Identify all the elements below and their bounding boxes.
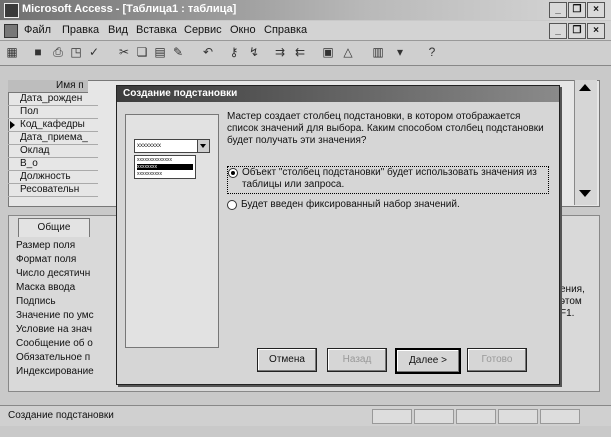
field-name: Ресовательн [20, 184, 80, 195]
status-panel [456, 409, 496, 424]
insert-row-icon[interactable]: ⇉ [274, 45, 286, 59]
wizard-description: Мастер создает столбец подстановки, в котором отображается список значений для выбора. Каким способом столбец подстановки будет получать эти значения? [227, 111, 544, 146]
toolbar [0, 41, 611, 66]
cut-icon[interactable]: ✂ [118, 45, 130, 59]
sample-list-item: xxxxxxxxxx [137, 171, 162, 177]
property-label[interactable]: Значение по умс [16, 310, 94, 321]
lookup-wizard-dialog [116, 85, 560, 385]
property-label[interactable]: Обязательное п [16, 352, 91, 363]
field-row[interactable] [8, 132, 98, 145]
property-label[interactable]: Сообщение об о [16, 338, 93, 349]
close-icon[interactable]: × [587, 2, 605, 18]
field-name-header-label: Имя п [56, 80, 84, 91]
status-bar [0, 405, 611, 426]
doc-minimize-icon[interactable]: _ [549, 23, 567, 39]
next-button[interactable]: Далее > [395, 348, 461, 374]
menu-edit[interactable]: Правка [62, 24, 100, 36]
sample-dropdown-list [134, 155, 196, 179]
format-painter-icon[interactable]: ✎ [172, 45, 184, 59]
properties-icon[interactable]: ▣ [322, 45, 334, 59]
new-object-icon[interactable]: ▾ [396, 45, 404, 59]
scroll-up-icon[interactable] [579, 84, 591, 91]
cancel-button[interactable]: Отмена [257, 348, 317, 372]
field-name: Пол [20, 106, 39, 117]
wizard-illustration [125, 114, 219, 348]
property-help-text: ения, [560, 284, 585, 295]
row-selector-arrow-icon [10, 121, 15, 129]
print-icon[interactable]: ⎙ [53, 45, 63, 59]
status-panel [498, 409, 538, 424]
property-label[interactable]: Размер поля [16, 240, 76, 251]
dialog-title: Создание подстановки [123, 88, 238, 99]
property-label[interactable]: Подпись [16, 296, 56, 307]
indexes-icon[interactable]: ↯ [248, 45, 260, 59]
build-icon[interactable]: △ [343, 45, 353, 59]
property-label[interactable]: Формат поля [16, 254, 77, 265]
field-name: Оклад [20, 145, 50, 156]
back-button[interactable]: Назад [327, 348, 387, 372]
delete-row-icon[interactable]: ⇇ [294, 45, 306, 59]
save-icon[interactable]: ■ [34, 45, 42, 59]
status-panel [372, 409, 412, 424]
field-row[interactable] [8, 145, 98, 158]
sample-combo-value: xxxxxxxx [137, 143, 161, 149]
title-bar [0, 0, 611, 20]
document-controls [549, 23, 605, 39]
status-panel [540, 409, 580, 424]
field-name: Дата_рожден [20, 93, 83, 104]
option-label: Объект "столбец подстановки" будет использовать значения из таблицы или запроса. [242, 167, 537, 190]
field-row-current[interactable] [8, 119, 98, 132]
view-icon[interactable]: ▦ [6, 45, 18, 59]
menu-help[interactable]: Справка [264, 24, 308, 36]
grid-vertical-scrollbar[interactable] [574, 80, 597, 205]
field-row[interactable] [8, 184, 98, 197]
radio-selected-icon[interactable] [228, 168, 238, 178]
primary-key-icon[interactable]: ⚷ [229, 45, 239, 59]
window-title: Microsoft Access - [Таблица1 : таблица] [22, 3, 237, 15]
spelling-icon[interactable]: ✓ [88, 45, 100, 59]
menu-bar [0, 21, 611, 41]
minimize-icon[interactable]: _ [549, 2, 567, 18]
sample-combo-box [134, 139, 210, 153]
field-row[interactable] [8, 93, 98, 106]
finish-button[interactable]: Готово [467, 348, 527, 372]
sample-list-item: xxxxxxxxxxxxxx [137, 157, 172, 163]
status-text: Создание подстановки [8, 410, 114, 421]
status-panel [414, 409, 454, 424]
access-app-icon[interactable] [4, 3, 19, 18]
field-name: Код_кафедры [20, 119, 85, 130]
option-fixed-values[interactable] [227, 199, 547, 213]
scroll-down-icon[interactable] [579, 190, 591, 197]
property-help-text: этом [560, 296, 582, 307]
field-name: Дата_приема_ [20, 132, 88, 143]
field-name: В_о [20, 158, 38, 169]
tab-general[interactable]: Общие [18, 218, 90, 237]
table-doc-icon[interactable] [4, 24, 18, 38]
menu-window[interactable]: Окно [230, 24, 256, 36]
sample-list-item-selected: xxxxxxxx [137, 164, 193, 170]
option-label: Будет введен фиксированный набор значений. [241, 199, 460, 210]
property-label[interactable]: Индексирование [16, 366, 94, 377]
preview-icon[interactable]: ◳ [70, 45, 82, 59]
field-name-column-header [8, 80, 88, 93]
menu-file[interactable]: Файл [24, 24, 52, 36]
menu-view[interactable]: Вид [108, 24, 128, 36]
menu-tools[interactable]: Сервис [184, 24, 222, 36]
property-label[interactable]: Маска ввода [16, 282, 76, 293]
copy-icon[interactable]: ❏ [136, 45, 148, 59]
option-from-table-or-query[interactable] [227, 166, 549, 194]
field-name: Должность [20, 171, 71, 182]
restore-icon[interactable]: ❐ [568, 2, 586, 18]
doc-restore-icon[interactable]: ❐ [568, 23, 586, 39]
help-icon[interactable]: ? [428, 45, 436, 59]
property-label[interactable]: Условие на знач [16, 324, 92, 335]
doc-close-icon[interactable]: × [587, 23, 605, 39]
undo-icon[interactable]: ↶ [202, 45, 214, 59]
window-controls [549, 2, 605, 18]
property-help-text: F1. [560, 308, 575, 319]
field-row[interactable] [8, 158, 98, 171]
menu-insert[interactable]: Вставка [136, 24, 177, 36]
combo-dropdown-icon [197, 140, 209, 152]
dialog-title-bar [117, 86, 559, 102]
paste-icon[interactable]: ▤ [154, 45, 166, 59]
property-label[interactable]: Число десятичн [16, 268, 91, 279]
database-window-icon[interactable]: ▥ [372, 45, 384, 59]
radio-unselected-icon[interactable] [227, 200, 237, 210]
field-row[interactable] [8, 106, 98, 119]
field-row[interactable] [8, 171, 98, 184]
